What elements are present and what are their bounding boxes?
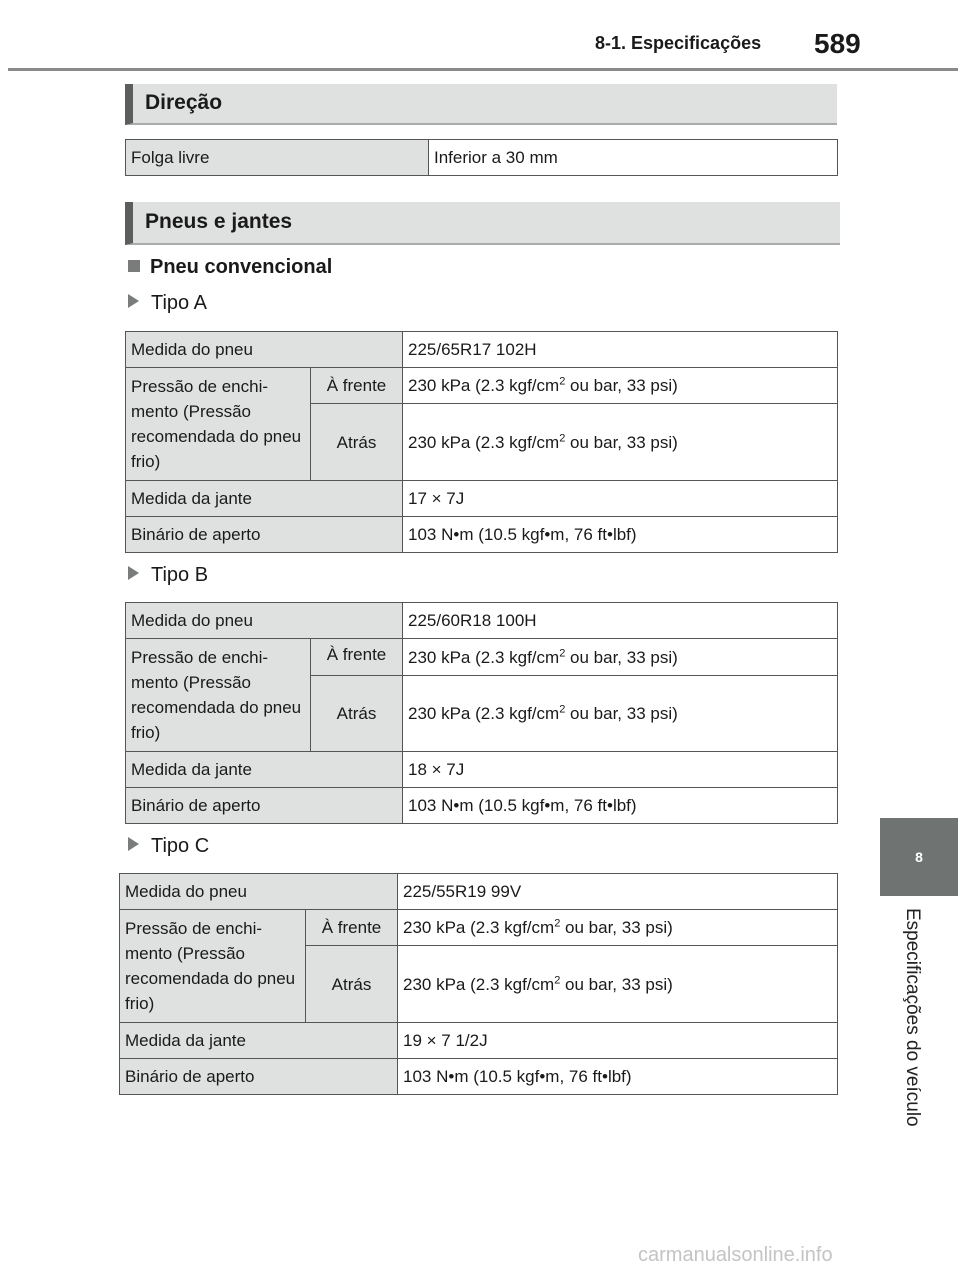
unit-exponent: 2: [554, 917, 561, 930]
folga-livre-value: Inferior a 30 mm: [429, 140, 838, 176]
rear-pressure-value: [403, 676, 838, 752]
front-pressure-text: 230 kPa (2.3 kgf/cm: [408, 647, 560, 667]
table-row: [120, 1023, 838, 1059]
tipo-b-table: [125, 602, 838, 824]
pressure-label: Pressão de enchi-mento (Pressão recomendada do pneu frio): [126, 368, 311, 481]
tipo-c-table: [119, 873, 838, 1095]
table-row: [126, 481, 838, 517]
rear-pressure-suffix: ou bar, 33 psi): [565, 704, 678, 723]
direcao-title: Direção: [145, 91, 223, 114]
table-row: [126, 603, 838, 639]
tipo-c-label: Tipo C: [151, 835, 210, 857]
table-row: [126, 788, 838, 824]
front-pressure-suffix: ou bar, 33 psi): [560, 918, 673, 937]
pneus-title: Pneus e jantes: [145, 210, 293, 233]
torque-value: 103 N•m (10.5 kgf•m, 76 ft•lbf): [398, 1059, 838, 1095]
wheel-size-value: 17 × 7J: [403, 481, 838, 517]
rear-pressure-text: 230 kPa (2.3 kgf/cm: [408, 704, 560, 723]
folga-livre-label: Folga livre: [126, 140, 429, 176]
rear-pressure-value: [403, 404, 838, 481]
tire-size-label: Medida do pneu: [126, 332, 403, 368]
unit-exponent: 2: [559, 375, 566, 388]
tipo-a-heading: [128, 292, 207, 315]
rear-pressure-value: [398, 946, 838, 1023]
front-pressure-text: 230 kPa (2.3 kgf/cm: [408, 376, 560, 395]
tipo-c-heading: [128, 835, 209, 858]
wheel-size-value: 19 × 7 1/2J: [398, 1023, 838, 1059]
front-pressure-value: [403, 368, 838, 404]
table-row: [120, 1059, 838, 1095]
tire-size-value: 225/65R17 102H: [403, 332, 838, 368]
front-pressure-suffix: ou bar, 33 psi): [565, 376, 678, 395]
table-row: [126, 368, 838, 404]
pressure-label: Pressão de enchi-mento (Pressão recomendada do pneu frio): [126, 639, 311, 752]
wheel-size-label: Medida da jante: [126, 752, 403, 788]
front-label: À frente: [311, 639, 403, 676]
torque-label: Binário de aperto: [126, 788, 403, 824]
table-row: [126, 639, 838, 676]
rear-pressure-text: 230 kPa (2.3 kgf/cm: [403, 974, 555, 994]
torque-label: Binário de aperto: [126, 517, 403, 553]
triangle-bullet-icon: [128, 837, 139, 851]
rear-label: Atrás: [306, 946, 398, 1023]
tipo-b-heading: [128, 564, 208, 587]
rear-pressure-text: 230 kPa (2.3 kgf/cm: [408, 432, 560, 452]
rear-pressure-suffix: ou bar, 33 psi): [560, 974, 673, 994]
front-label: À frente: [306, 910, 398, 946]
unit-exponent: 2: [554, 973, 561, 986]
pneus-heading: [125, 202, 840, 245]
wheel-size-value: 18 × 7J: [403, 752, 838, 788]
wheel-size-label: Medida da jante: [126, 481, 403, 517]
front-pressure-suffix: ou bar, 33 psi): [565, 647, 678, 667]
front-label: À frente: [311, 368, 403, 404]
table-row: [126, 517, 838, 553]
tire-size-label: Medida do pneu: [126, 603, 403, 639]
tire-size-label: Medida do pneu: [120, 874, 398, 910]
square-bullet-icon: [128, 260, 140, 272]
page-number: 589: [814, 28, 861, 59]
pressure-label: Pressão de enchi-mento (Pressão recomendada do pneu frio): [120, 910, 306, 1023]
rear-pressure-suffix: ou bar, 33 psi): [565, 432, 678, 452]
triangle-bullet-icon: [128, 566, 139, 580]
pneu-convencional-heading: [128, 256, 332, 279]
wheel-size-label: Medida da jante: [120, 1023, 398, 1059]
unit-exponent: 2: [559, 431, 566, 444]
front-pressure-text: 230 kPa (2.3 kgf/cm: [403, 918, 555, 937]
direcao-table: [125, 139, 838, 176]
chapter-tab[interactable]: [880, 818, 958, 896]
watermark: carmanualsonline.info: [638, 1244, 833, 1266]
direcao-heading: [125, 84, 837, 125]
tipo-a-table: [125, 331, 838, 553]
table-row: [126, 332, 838, 368]
rear-label: Atrás: [311, 676, 403, 752]
chapter-number: 8: [915, 849, 923, 865]
table-row: [120, 910, 838, 946]
table-row: [120, 874, 838, 910]
torque-label: Binário de aperto: [120, 1059, 398, 1095]
tipo-a-label: Tipo A: [151, 292, 207, 314]
front-pressure-value: [398, 910, 838, 946]
tire-size-value: 225/55R19 99V: [398, 874, 838, 910]
table-row: [126, 140, 838, 176]
torque-value: 103 N•m (10.5 kgf•m, 76 ft•lbf): [403, 788, 838, 824]
section-title: 8-1. Especificações: [595, 33, 762, 53]
header-divider: [8, 68, 958, 71]
torque-value: 103 N•m (10.5 kgf•m, 76 ft•lbf): [403, 517, 838, 553]
pneu-convencional-label: Pneu convencional: [150, 256, 333, 278]
triangle-bullet-icon: [128, 294, 139, 308]
front-pressure-value: [403, 639, 838, 676]
chapter-label: Especificações do veículo: [902, 908, 923, 1127]
unit-exponent: 2: [559, 703, 566, 716]
table-row: [126, 752, 838, 788]
tipo-b-label: Tipo B: [151, 564, 209, 586]
rear-label: Atrás: [311, 404, 403, 481]
unit-exponent: 2: [559, 646, 566, 659]
tire-size-value: 225/60R18 100H: [403, 603, 838, 639]
